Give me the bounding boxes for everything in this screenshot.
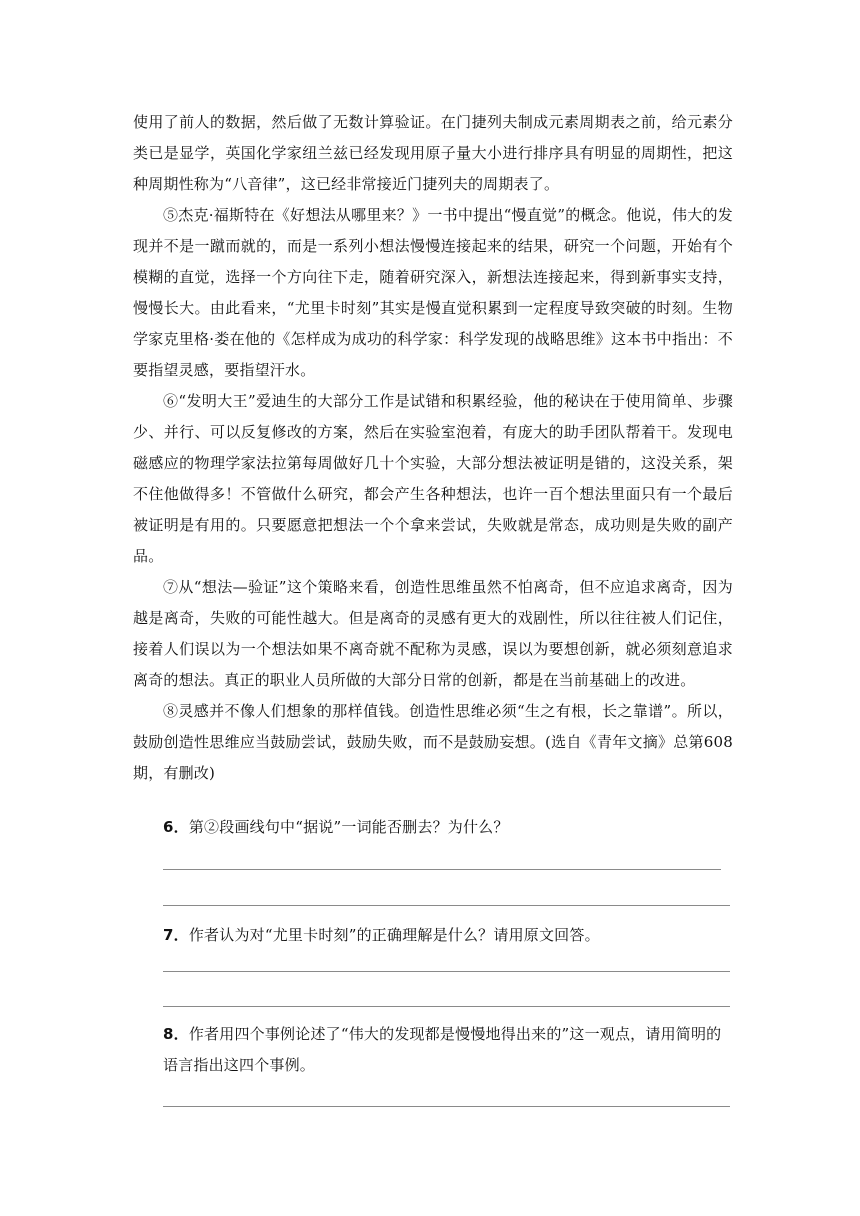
article-body [133,107,733,789]
question-7 [163,920,733,951]
question-8 [163,1019,733,1081]
question-6 [163,812,733,843]
question-6-number: 6． [163,818,189,836]
paragraph-8: ⑧灵感并不像人们想象的那样值钱。创造性思维必须“生之有根，长之靠谱”。所以，鼓励创造性思维应当鼓励尝试，鼓励失败，而不是鼓励妄想。(选自《青年文摘》总第608期，有删改) [133,702,733,782]
question-8-text: 作者用四个事例论述了“伟大的发现都是慢慢地得出来的”这一观点，请用简明的语言指出这四个事例。 [163,1025,722,1074]
paragraph-5: ⑤杰克·福斯特在《好想法从哪里来？》一书中提出“慢直觉”的概念。他说，伟大的发现并不是一蹴而就的，而是一系列小想法慢慢连接起来的结果，研究一个问题，开始有个模糊的直觉，选择一个方向往下走，随着研究深入，新想法连接起来，得到新事实支持，慢慢长大。由此看来，“尤里卡时刻”其实是慢直觉积累到一定程度导致突破的时刻。生物学家克里格·娄在他的《怎样成为成功的科学家：科学发现的战略思维》这本书中指出：不要指望灵感，要指望汗水。 [133,206,733,379]
question-6-text: 第②段画线句中“据说”一词能否删去？为什么？ [188,818,509,836]
answer-line-8-1[interactable] [163,1106,730,1107]
question-7-number: 7． [163,926,189,944]
question-8-number: 8． [163,1025,189,1043]
answer-line-7-1[interactable] [163,971,730,972]
paragraph-6: ⑥“发明大王”爱迪生的大部分工作是试错和积累经验，他的秘诀在于使用简单、步骤少、并行、可以反复修改的方案，然后在实验室泡着，有庞大的助手团队帮着干。发现电磁感应的物理学家法拉第每周做好几十个实验，大部分想法被证明是错的，这没关系，架不住他做得多！不管做什么研究，都会产生各种想法，也许一百个想法里面只有一个最后被证明是有用的。只要愿意把想法一个个拿来尝试，失败就是常态，成功则是失败的副产品。 [133,392,733,565]
paragraph-7: ⑦从“想法—验证”这个策略来看，创造性思维虽然不怕离奇，但不应追求离奇，因为越是离奇，失败的可能性越大。但是离奇的灵感有更大的戏剧性，所以往往被人们记住，接着人们误以为一个想法如果不离奇就不配称为灵感，误以为要想创新，就必须刻意追求离奇的想法。真正的职业人员所做的大部分日常的创新，都是在当前基础上的改进。 [133,578,733,689]
answer-line-6-1[interactable] [163,869,721,870]
paragraph-4-continued: 使用了前人的数据，然后做了无数计算验证。在门捷列夫制成元素周期表之前，给元素分类已是显学，英国化学家纽兰兹已经发现用原子量大小进行排序具有明显的周期性，把这种周期性称为“八音律”，这已经非常接近门捷列夫的周期表了。 [133,113,733,193]
answer-line-6-2[interactable] [163,905,730,906]
answer-line-7-2[interactable] [163,1006,730,1007]
question-7-text: 作者认为对“尤里卡时刻”的正确理解是什么？请用原文回答。 [188,926,600,944]
